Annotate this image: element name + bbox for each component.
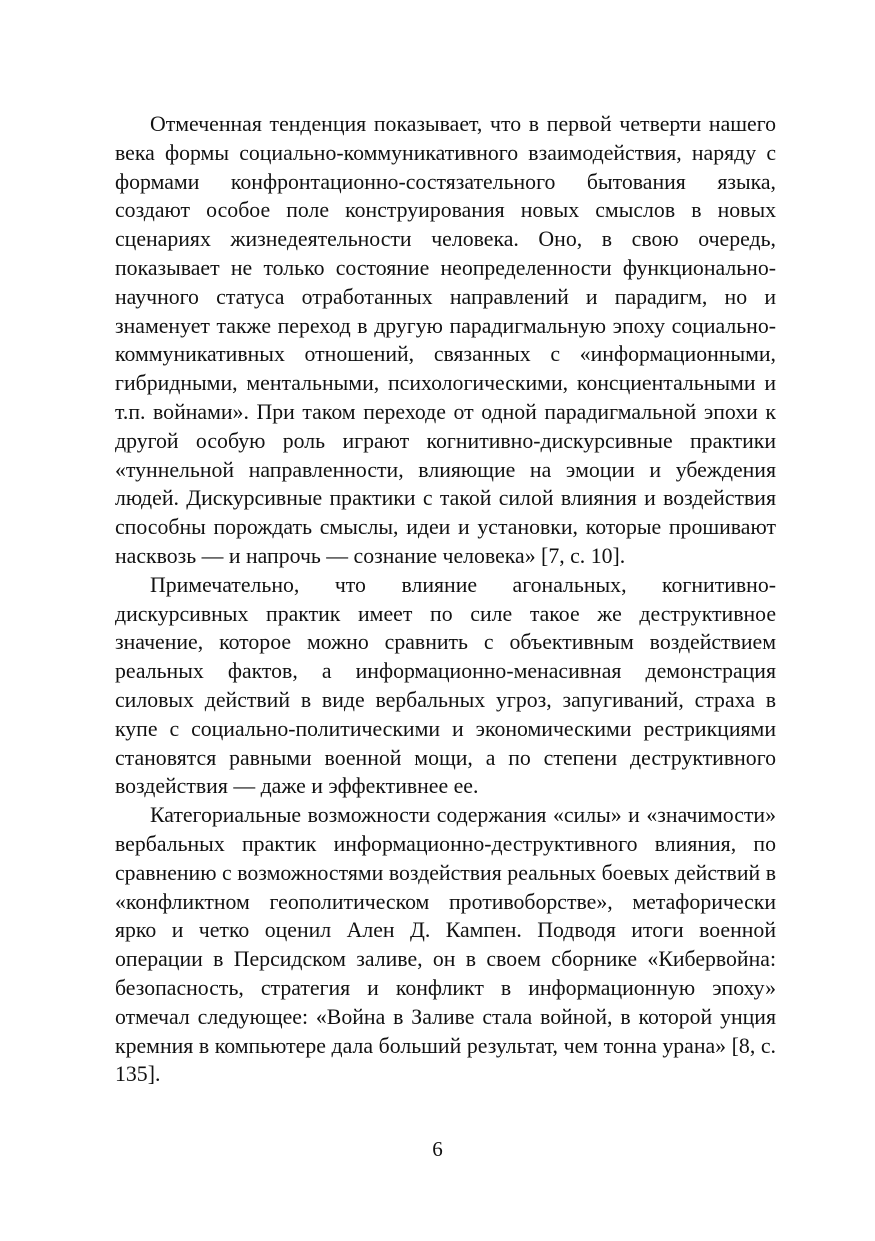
paragraph-2: Примечательно, что влияние агональных, когнитивно-дискурсивных практик имеет по силе такое же деструктивное значение, которое можно сравнить с объективным воздействием реальных фактов, а информационно-менасивная демонстрация силовых действий в виде вербальных угроз, запугиваний, страха в купе с социально-политическими и экономическими рестрикциями становятся равными военной мощи, а по степени деструктивного воздействия — даже и эффективнее ее. <box>115 572 776 799</box>
document-body <box>115 110 776 1089</box>
paragraph-3: Категориальные возможности содержания «силы» и «значимости» вербальных практик информационно-деструктивного влияния, по сравнению с возможностями воздействия реальных боевых действий в «конфликтном геополитическом противоборстве», метафорически ярко и четко оценил Ален Д. Кампен. Подводя итоги военной операции в Персидском заливе, он в своем сборнике «Кибервойна: безопасность, стратегия и конфликт в информационную эпоху» отмечал следующее: «Война в Заливе стала войной, в которой унция кремния в компьютере дала больший результат, чем тонна урана» [8, с. 135]. <box>115 803 776 1087</box>
paragraph-1: Отмеченная тенденция показывает, что в первой четверти нашего века формы социально-коммуникативного взаимодействия, наряду с формами конфронтационно-состязательного бытования языка, создают особое поле конструирования новых смыслов в новых сценариях жизнедеятельности человека. Оно, в свою очередь, показывает не только состояние неопределенности функционально-научного статуса отработанных направлений и парадигм, но и знаменует также переход в другую парадигмальную эпоху социально-коммуникативных отношений, связанных с «информационными, гибридными, ментальными, психологическими, консциентальными и т.п. войнами». При таком переходе от одной парадигмальной эпохи к другой особую роль играют когнитивно-дискурсивные практики «туннельной направленности, влияющие на эмоции и убеждения людей. Дискурсивные практики с такой силой влияния и воздействия способны порождать смыслы, идеи и установки, которые прошивают насквозь — и напрочь — сознание человека» [7, с. 10]. <box>115 112 776 568</box>
page-number: 6 <box>432 1137 443 1161</box>
